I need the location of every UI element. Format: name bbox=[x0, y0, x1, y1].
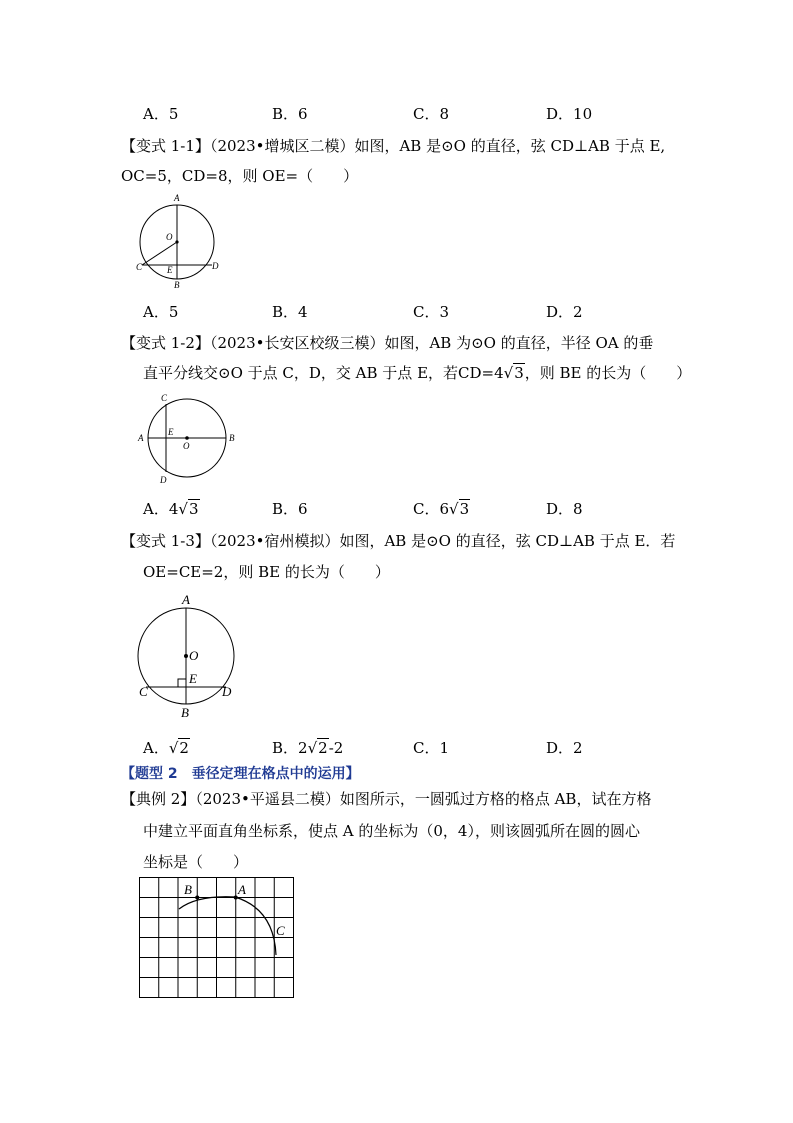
v13-option-a bbox=[143, 737, 190, 758]
v12-option-a-pre: A．4 bbox=[143, 500, 179, 518]
v12-stem-line1 bbox=[121, 332, 653, 353]
ex2-arc bbox=[179, 897, 276, 955]
v11-label-b: B bbox=[174, 280, 180, 290]
ex2-label-c: C bbox=[276, 923, 285, 938]
v13-option-d: D．2 bbox=[546, 739, 583, 757]
ex2-tag: 【典例 2】 bbox=[121, 790, 196, 808]
v13-option-b-sqrt: √2 bbox=[307, 739, 328, 757]
v13-option-a-radicand: 2 bbox=[179, 739, 189, 757]
q0-option-b: B．6 bbox=[272, 105, 308, 123]
v11-option-a: A．5 bbox=[143, 303, 179, 321]
v13-stem-line1 bbox=[121, 530, 675, 551]
v13-label-o: O bbox=[189, 648, 199, 663]
v11-option-d: D．2 bbox=[546, 303, 583, 321]
v13-line2: OE=CE=2，则 BE 的长为（ ） bbox=[143, 563, 390, 581]
v11-label-e: E bbox=[167, 265, 173, 275]
v12-stem-line2 bbox=[143, 362, 691, 383]
q0-option-d: D．10 bbox=[546, 105, 593, 123]
v12-label-d: D bbox=[160, 475, 167, 485]
v11-line2: OC=5，CD=8，则 OE=（ ） bbox=[121, 167, 359, 185]
v12-option-c-radicand: 3 bbox=[459, 500, 470, 518]
v11-tag: 【变式 1-1】 bbox=[121, 137, 210, 155]
v13-label-b: B bbox=[181, 705, 189, 720]
v13-line1: （2023•宿州模拟）如图，AB 是⊙O 的直径，弦 CD⊥AB 于点 E．若 bbox=[209, 532, 676, 550]
ex2-label-a: A bbox=[238, 882, 246, 897]
v13-label-c: C bbox=[139, 684, 148, 699]
v13-label-d: D bbox=[222, 684, 232, 699]
v12-option-d: D．8 bbox=[546, 500, 583, 518]
v11-label-a: A bbox=[174, 193, 180, 203]
v12-line2-pre: 直平分线交⊙O 于点 C，D，交 AB 于点 E，若CD=4 bbox=[143, 364, 504, 382]
v12-label-e: E bbox=[168, 427, 174, 437]
v12-option-a bbox=[143, 498, 200, 519]
ex2-line1: （2023•平遥县二模）如图所示，一圆弧过方格的格点 AB，试在方格 bbox=[195, 790, 652, 808]
v11-label-d: D bbox=[212, 261, 219, 271]
ex2-line3: 坐标是（ ） bbox=[143, 853, 249, 871]
v12-label-o: O bbox=[183, 441, 190, 451]
v12-label-a: A bbox=[138, 433, 144, 443]
ex2-stem-line1 bbox=[121, 788, 651, 809]
q0-option-c: C．8 bbox=[413, 105, 450, 123]
v12-sqrt: √3 bbox=[503, 364, 524, 382]
v13-tag: 【变式 1-3】 bbox=[121, 532, 210, 550]
v12-label-c: C bbox=[161, 393, 168, 403]
v12-option-c-pre: C．6 bbox=[413, 500, 450, 518]
v13-label-a: A bbox=[182, 592, 190, 607]
v12-tag: 【变式 1-2】 bbox=[121, 334, 210, 352]
ex2-line2: 中建立平面直角坐标系，使点 A 的坐标为（0，4），则该圆弧所在圆的圆心 bbox=[143, 822, 640, 840]
v13-option-a-sqrt: √2 bbox=[168, 739, 189, 757]
q0-option-a: A．5 bbox=[143, 105, 179, 123]
v12-option-b: B．6 bbox=[272, 500, 308, 518]
v12-line1: （2023•长安区校级三模）如图，AB 为⊙O 的直径，半径 OA 的垂 bbox=[209, 334, 654, 352]
v12-label-b: B bbox=[229, 433, 235, 443]
v12-option-a-radicand: 3 bbox=[188, 500, 199, 518]
v11-option-c: C．3 bbox=[413, 303, 450, 321]
v13-option-b bbox=[272, 737, 343, 758]
v13-option-b-post: -2 bbox=[328, 739, 344, 757]
v12-option-a-sqrt: √3 bbox=[178, 500, 199, 518]
v11-label-o: O bbox=[166, 232, 173, 242]
v12-line2-post: ，则 BE 的长为（ ） bbox=[524, 364, 692, 382]
ex2-grid bbox=[139, 877, 294, 998]
v13-figure bbox=[130, 590, 245, 725]
v12-sqrt-radicand: 3 bbox=[514, 364, 524, 382]
v13-option-a-pre: A． bbox=[143, 739, 169, 757]
v12-figure bbox=[135, 390, 245, 490]
v13-option-b-radicand: 2 bbox=[318, 739, 328, 757]
v13-label-e: E bbox=[189, 671, 197, 686]
v13-option-c: C．1 bbox=[413, 739, 450, 757]
v12-option-c-sqrt: √3 bbox=[449, 500, 470, 518]
v11-line1: （2023•增城区二模）如图，AB 是⊙O 的直径，弦 CD⊥AB 于点 E, bbox=[209, 137, 666, 155]
v13-option-b-pre: B．2 bbox=[272, 739, 308, 757]
ex2-label-b: B bbox=[184, 882, 192, 897]
v11-label-c: C bbox=[136, 262, 143, 272]
v12-option-c bbox=[413, 498, 470, 519]
v11-option-b: B．4 bbox=[272, 303, 308, 321]
ex2-grid-figure bbox=[139, 877, 296, 1001]
v11-stem-line1 bbox=[121, 135, 665, 156]
section2-title: 【题型 2 垂径定理在格点中的运用】 bbox=[121, 766, 360, 782]
v11-figure bbox=[128, 190, 228, 290]
